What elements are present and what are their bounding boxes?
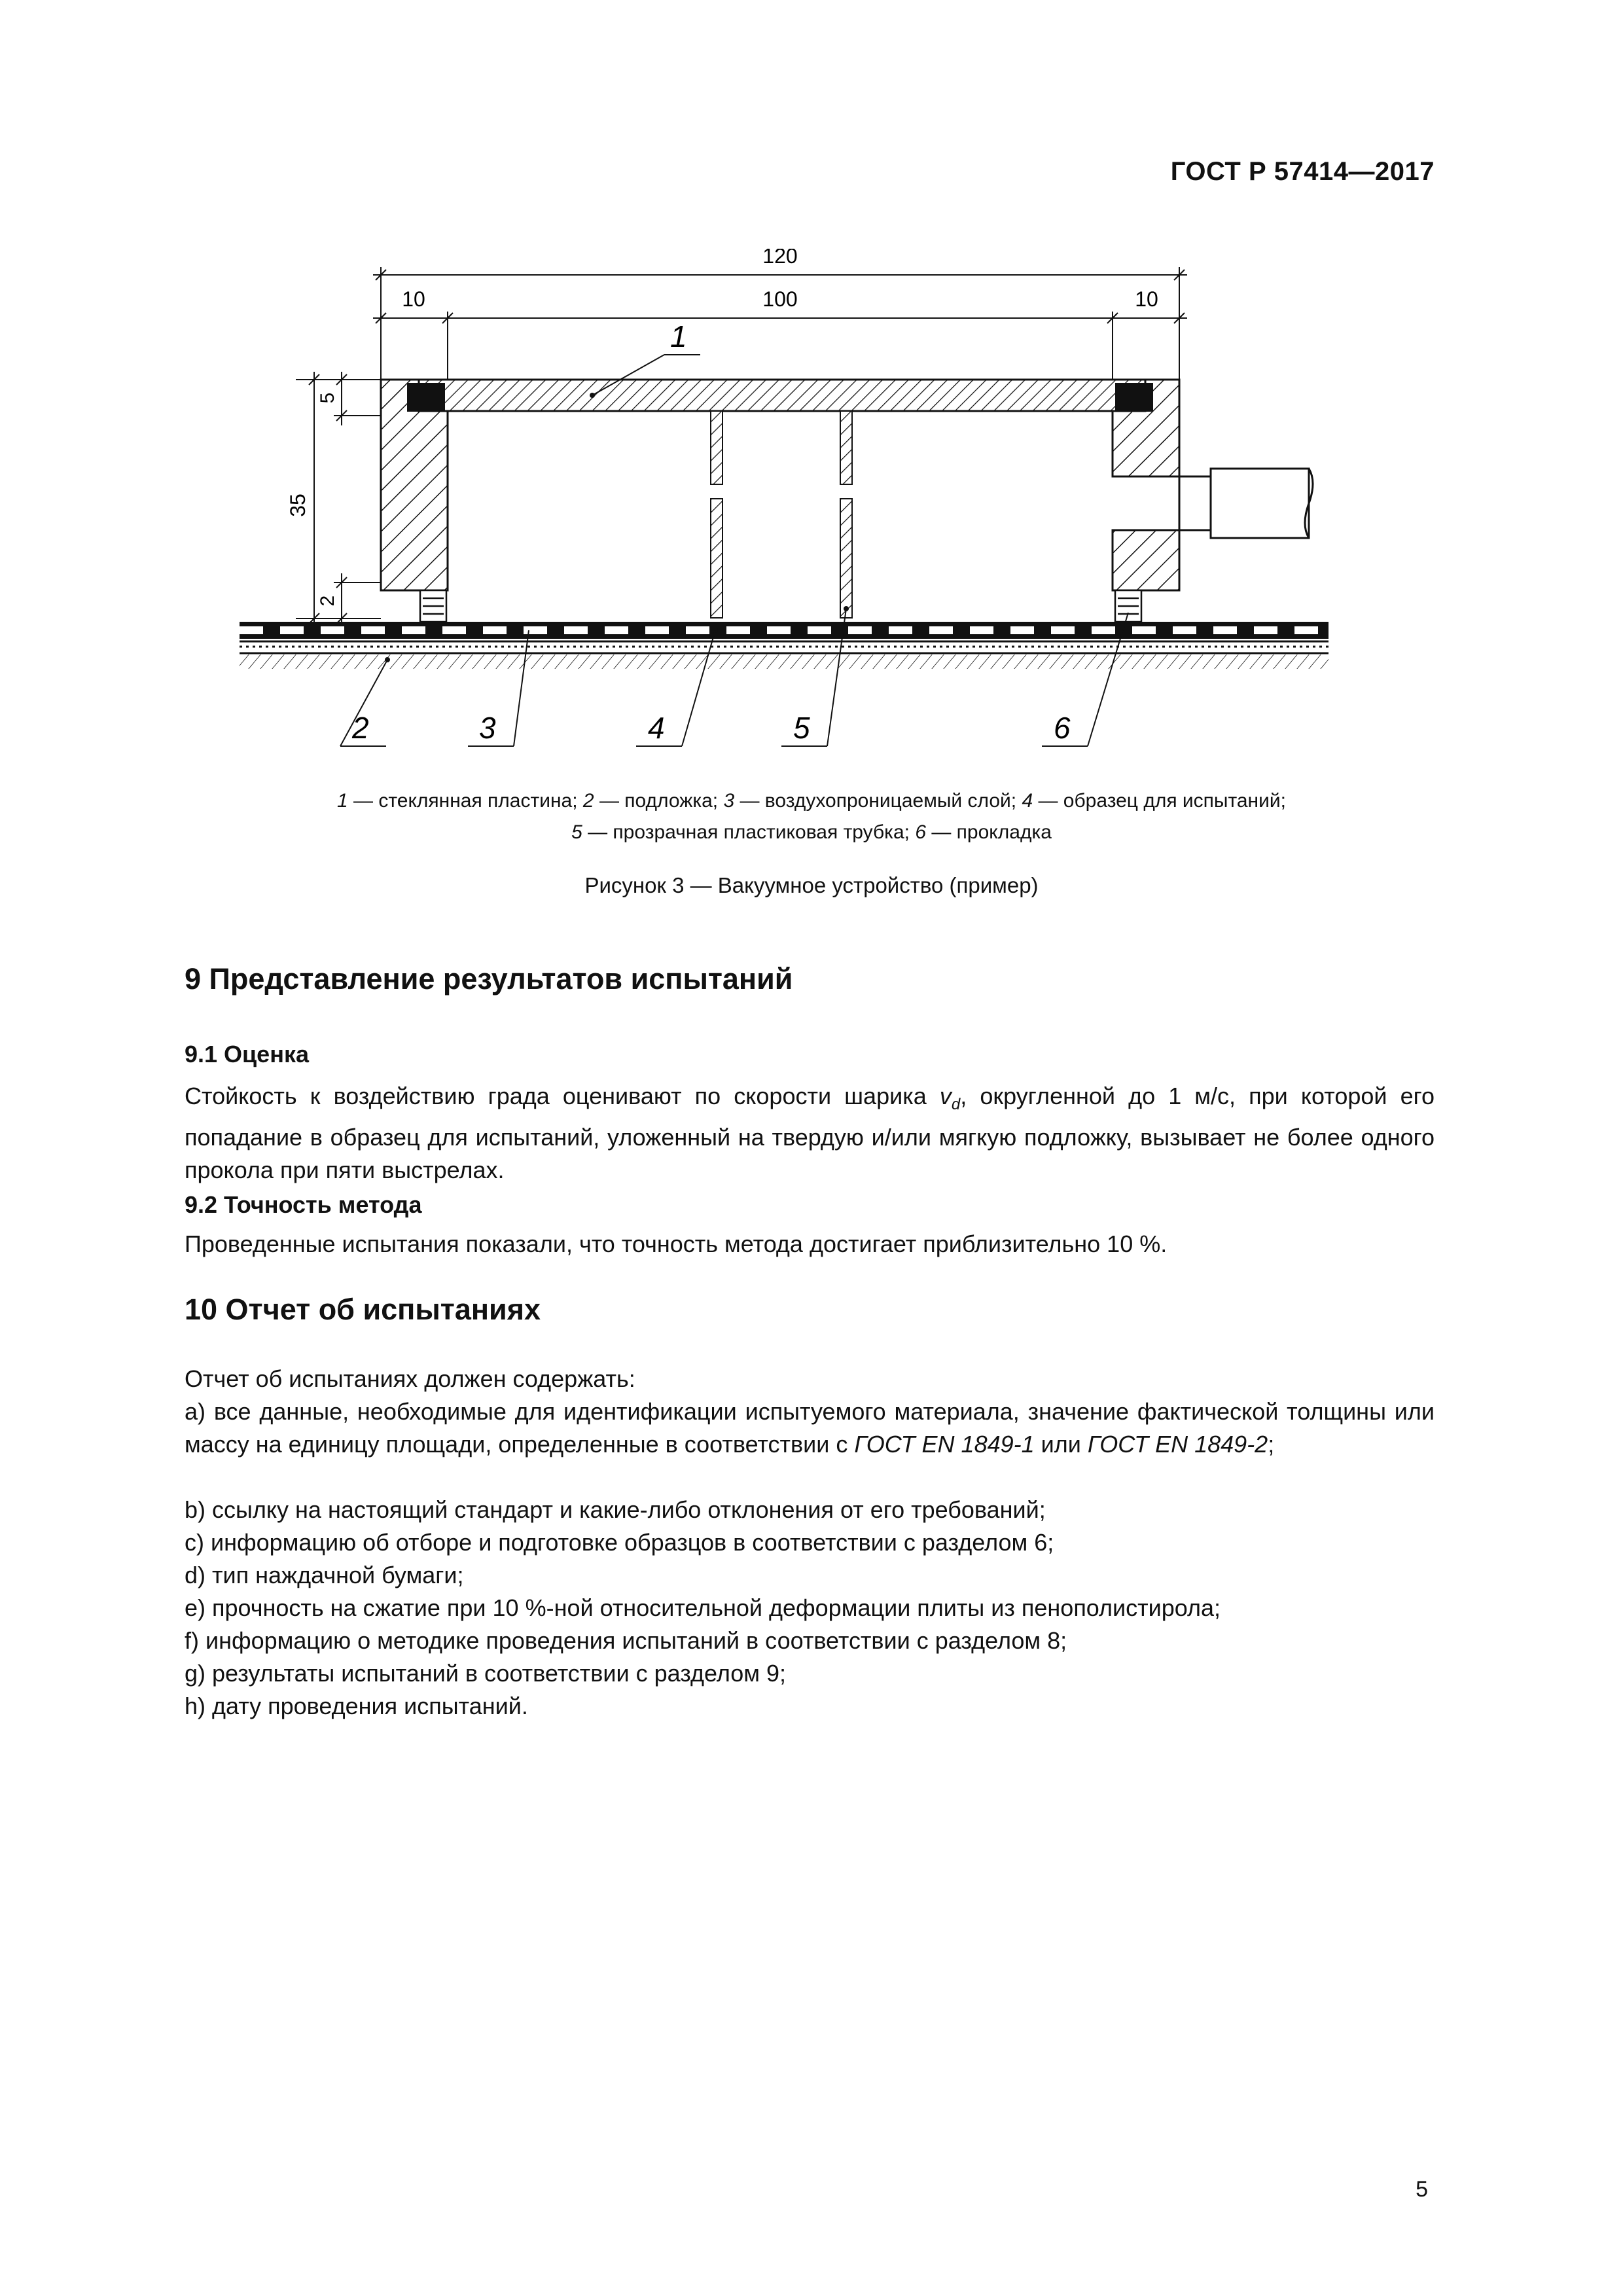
part-label-6: 6 [1054, 711, 1071, 745]
dimension-mid-label: 100 [762, 287, 798, 311]
legend-text: — стеклянная пластина; [348, 790, 583, 812]
list-item-b: b) ссылку на настоящий стандарт и какие-либо отклонения от его требований; [185, 1496, 1046, 1523]
list-item-g: g) результаты испытаний в соответствии с разделом 9; [185, 1660, 787, 1687]
legend-num: 4 [1022, 790, 1033, 812]
part-label-3: 3 [479, 711, 496, 745]
part-label-4: 4 [648, 711, 665, 745]
section-9-1-heading: 9.1 Оценка [185, 1041, 309, 1067]
gasket-right [1115, 590, 1141, 622]
vacuum-device-drawing [236, 249, 1335, 772]
velocity-symbol: v [939, 1083, 952, 1109]
legend-text: — подложка; [594, 790, 724, 812]
part-label-5: 5 [793, 711, 810, 745]
legend-text: — прозрачная пластиковая трубка; [582, 821, 916, 843]
page-number: 5 [1416, 2177, 1428, 2202]
seal-left [407, 383, 445, 412]
paragraph-text: , округленной до 1 м/с, при которой его попадание в образец для испытаний, уложенный на твердую и/или мягкую подложку, вызывает не более одного прокола при пяти выстрелах. [185, 1083, 1435, 1184]
partition-b-upper [840, 411, 852, 484]
legend-num: 6 [915, 821, 927, 843]
legend-text: — образец для испытаний; [1033, 790, 1286, 812]
section-9-2-paragraph: Проведенные испытания показали, что точность метода достигает приблизительно 10 %. [185, 1230, 1168, 1257]
seal-right [1115, 383, 1153, 412]
legend-text: — воздухопроницаемый слой; [734, 790, 1022, 812]
list-item-d: d) тип наждачной бумаги; [185, 1562, 464, 1588]
list-item-e: e) прочность на сжатие при 10 %-ной относительной деформации плиты из пенополистирола; [185, 1594, 1221, 1621]
dimension-segments [373, 312, 1187, 386]
list-item-f: f) информацию о методике проведения испытаний в соответствии с разделом 8; [185, 1627, 1067, 1654]
section-9-heading: 9 Представление результатов испытаний [185, 962, 793, 996]
plastic-tube [1179, 469, 1313, 538]
section-10-heading: 10 Отчет об испытаниях [185, 1293, 541, 1326]
section-10-intro: Отчет об испытаниях должен содержать: [185, 1365, 635, 1392]
figure-legend-line-2 [183, 817, 1440, 848]
list-item-text: a) все данные, необходимые для идентификации испытуемого материала, значение фактической толщины или массу на единицу площади, определенные в соответствии с [185, 1398, 1435, 1458]
list-item-a [185, 1395, 1435, 1461]
part-label-1: 1 [670, 319, 687, 353]
gasket-left [420, 590, 446, 622]
glass-plate [419, 380, 1145, 411]
dimension-left-label: 10 [402, 287, 425, 311]
standard-reference: ГОСТ EN 1849-2 [1087, 1431, 1268, 1458]
legend-num: 1 [337, 790, 348, 812]
dimension-total-label: 120 [762, 249, 798, 268]
paragraph-text: Стойкость к воздействию града оценивают по скорости шарика [185, 1083, 940, 1109]
dimension-total [373, 267, 1187, 386]
figure-caption: Рисунок 3 — Вакуумное устройство (пример) [584, 873, 1039, 897]
dimension-top-label: 5 [317, 392, 338, 404]
part-label-2: 2 [352, 711, 369, 745]
list-item-text: ; [1268, 1431, 1275, 1458]
dimension-height-label: 35 [286, 493, 310, 517]
list-item-c: c) информацию об отборе и подготовке образцов в соответствии с разделом 6; [185, 1529, 1054, 1556]
ground-hatch [240, 655, 1329, 669]
list-item-text: или [1034, 1431, 1088, 1458]
right-wall-lower [1113, 530, 1179, 590]
section-9-2-heading: 9.2 Точность метода [185, 1191, 422, 1218]
legend-num: 2 [582, 790, 594, 812]
section-9-1-paragraph [185, 1080, 1435, 1187]
document-code: ГОСТ Р 57414—2017 [1170, 157, 1435, 186]
partition-a-upper [711, 411, 722, 484]
partition-a-lower [711, 499, 722, 618]
figure-legend-line-1 [183, 785, 1440, 817]
standard-reference: ГОСТ EN 1849-1 [854, 1431, 1035, 1458]
legend-text: — прокладка [926, 821, 1052, 843]
legend-num: 5 [571, 821, 582, 843]
list-item-h: h) дату проведения испытаний. [185, 1693, 528, 1719]
legend-num: 3 [723, 790, 735, 812]
velocity-subscript: d [951, 1096, 961, 1114]
dimension-bottom-label: 2 [317, 595, 338, 607]
partition-b-lower [840, 499, 852, 618]
dimension-right-label: 10 [1135, 287, 1158, 311]
